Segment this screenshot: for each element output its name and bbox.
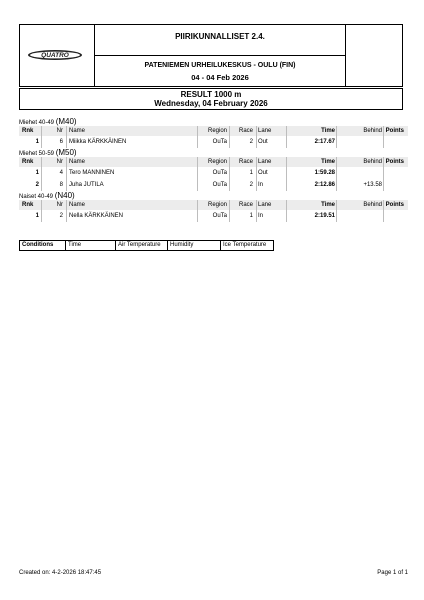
result-title: RESULT 1000 m [180, 90, 242, 99]
group-label: Miehet 50-59 [19, 151, 55, 157]
table-row [19, 210, 408, 222]
group-code: (M40) [55, 117, 77, 126]
column-header-rnk: Rnk [22, 159, 34, 165]
cell-rnk: 1 [35, 139, 39, 145]
cell-region: OuTa [212, 182, 227, 188]
competition-dates: 04 - 04 Feb 2026 [191, 73, 249, 82]
table-row [19, 167, 408, 179]
column-separator [383, 136, 384, 148]
cell-race: 1 [249, 213, 253, 219]
cell-race: 2 [249, 139, 253, 145]
column-separator [66, 126, 67, 136]
column-separator [256, 136, 257, 148]
result-date: Wednesday, 04 February 2026 [154, 99, 268, 108]
column-header-region: Region [207, 128, 227, 134]
column-header-lane: Lane [258, 159, 272, 165]
group-code: (M50) [55, 148, 77, 157]
column-separator [197, 136, 198, 148]
group-title [19, 191, 408, 200]
table-row [19, 179, 408, 191]
result-box [19, 88, 403, 110]
cell-region: OuTa [212, 139, 227, 145]
column-separator [197, 126, 198, 136]
results-groups [19, 117, 408, 222]
column-header-rnk: Rnk [22, 202, 34, 208]
column-header-name: Name [69, 159, 86, 165]
conditions-separator [220, 241, 221, 250]
column-separator [197, 179, 198, 191]
column-separator [229, 200, 230, 210]
conditions-separator [115, 241, 116, 250]
column-separator [197, 167, 198, 179]
cell-region: OuTa [212, 170, 227, 176]
column-separator [383, 179, 384, 191]
page-number: Page 1 of 1 [377, 570, 408, 576]
cell-lane: Out [258, 139, 268, 145]
cell-nr: 6 [59, 139, 63, 145]
column-separator [229, 157, 230, 167]
cell-race: 1 [249, 170, 253, 176]
cell-name: Miikka KÄRKKÄINEN [69, 139, 127, 145]
column-separator [256, 157, 257, 167]
table-row [19, 136, 408, 148]
column-header-time: Time [321, 202, 335, 208]
column-separator [66, 157, 67, 167]
conditions-time: Time [68, 242, 82, 248]
column-separator [66, 200, 67, 210]
column-separator [197, 200, 198, 210]
column-header-race: Race [238, 128, 253, 134]
column-separator [197, 157, 198, 167]
column-header-points: Points [385, 159, 404, 165]
column-header-behind: Behind [363, 128, 382, 134]
column-separator [229, 167, 230, 179]
header-right-cell [345, 25, 402, 86]
column-separator [41, 210, 42, 222]
quatro-logo [27, 49, 83, 61]
column-header-race: Race [238, 202, 253, 208]
column-header-lane: Lane [258, 202, 272, 208]
table-header-row [19, 200, 408, 210]
group-title [19, 148, 408, 157]
conditions-humidity: Humidity [170, 242, 194, 248]
column-header-behind: Behind [363, 202, 382, 208]
cell-lane: In [258, 182, 264, 188]
column-separator [229, 136, 230, 148]
cell-name: Juha JUTILA [69, 182, 104, 188]
logo-cell [20, 25, 95, 86]
column-separator [383, 210, 384, 222]
cell-name: Nella KÄRKKÄINEN [69, 213, 124, 219]
column-header-region: Region [207, 202, 227, 208]
column-separator [336, 210, 337, 222]
conditions-ice-temperature: Ice Temperature [223, 242, 267, 248]
conditions-label: Conditions [22, 242, 54, 248]
cell-region: OuTa [212, 213, 227, 219]
column-header-rnk: Rnk [22, 128, 34, 134]
column-header-race: Race [238, 159, 253, 165]
group-code: (N40) [54, 191, 75, 200]
column-header-nr: Nr [56, 202, 63, 208]
header-divider [95, 55, 345, 56]
column-separator [66, 179, 67, 191]
column-header-time: Time [321, 159, 335, 165]
column-separator [66, 136, 67, 148]
column-header-points: Points [385, 202, 404, 208]
cell-time: 2:12.86 [314, 182, 335, 188]
column-separator [66, 167, 67, 179]
column-separator [197, 210, 198, 222]
logo-text: QUATRO [41, 52, 69, 60]
cell-race: 2 [249, 182, 253, 188]
column-separator [383, 167, 384, 179]
column-separator [336, 136, 337, 148]
column-header-nr: Nr [56, 128, 63, 134]
cell-time: 2:19.51 [314, 213, 335, 219]
column-header-behind: Behind [363, 159, 382, 165]
column-header-name: Name [69, 202, 86, 208]
cell-rnk: 1 [35, 213, 39, 219]
conditions-box [19, 240, 274, 251]
column-separator [66, 210, 67, 222]
column-header-points: Points [385, 128, 404, 134]
conditions-separator [167, 241, 168, 250]
cell-nr: 4 [59, 170, 63, 176]
group-label: Miehet 40-49 [19, 120, 55, 126]
cell-time: 2:17.67 [314, 139, 335, 145]
column-separator [256, 179, 257, 191]
column-separator [229, 126, 230, 136]
column-separator [41, 179, 42, 191]
cell-rnk: 2 [35, 182, 39, 188]
column-separator [41, 136, 42, 148]
cell-nr: 8 [59, 182, 63, 188]
table-header-row [19, 126, 408, 136]
header-box [19, 24, 403, 87]
venue: PATENIEMEN URHEILUKESKUS - OULU (FIN) [144, 62, 296, 69]
cell-time: 1:59.28 [314, 170, 335, 176]
cell-rnk: 1 [35, 170, 39, 176]
column-separator [256, 210, 257, 222]
competition-title: PIIRIKUNNALLISET 2.4. [175, 32, 265, 41]
created-on: Created on: 4-2-2026 18:47:45 [19, 570, 102, 576]
column-header-nr: Nr [56, 159, 63, 165]
column-separator [256, 167, 257, 179]
column-header-name: Name [69, 128, 86, 134]
conditions-separator [65, 241, 66, 250]
group-title [19, 117, 408, 126]
cell-name: Tero MANNINEN [69, 170, 115, 176]
column-separator [336, 167, 337, 179]
column-header-lane: Lane [258, 128, 272, 134]
cell-behind: +13.58 [363, 182, 382, 188]
cell-lane: Out [258, 170, 268, 176]
table-header-row [19, 157, 408, 167]
cell-lane: In [258, 213, 264, 219]
column-separator [229, 210, 230, 222]
column-header-region: Region [207, 159, 227, 165]
cell-nr: 2 [59, 213, 63, 219]
column-separator [41, 167, 42, 179]
column-separator [229, 179, 230, 191]
column-separator [256, 126, 257, 136]
column-header-time: Time [321, 128, 335, 134]
conditions-air-temperature: Air Temperature [118, 242, 161, 248]
group-label: Naiset 40-49 [19, 194, 54, 200]
column-separator [256, 200, 257, 210]
